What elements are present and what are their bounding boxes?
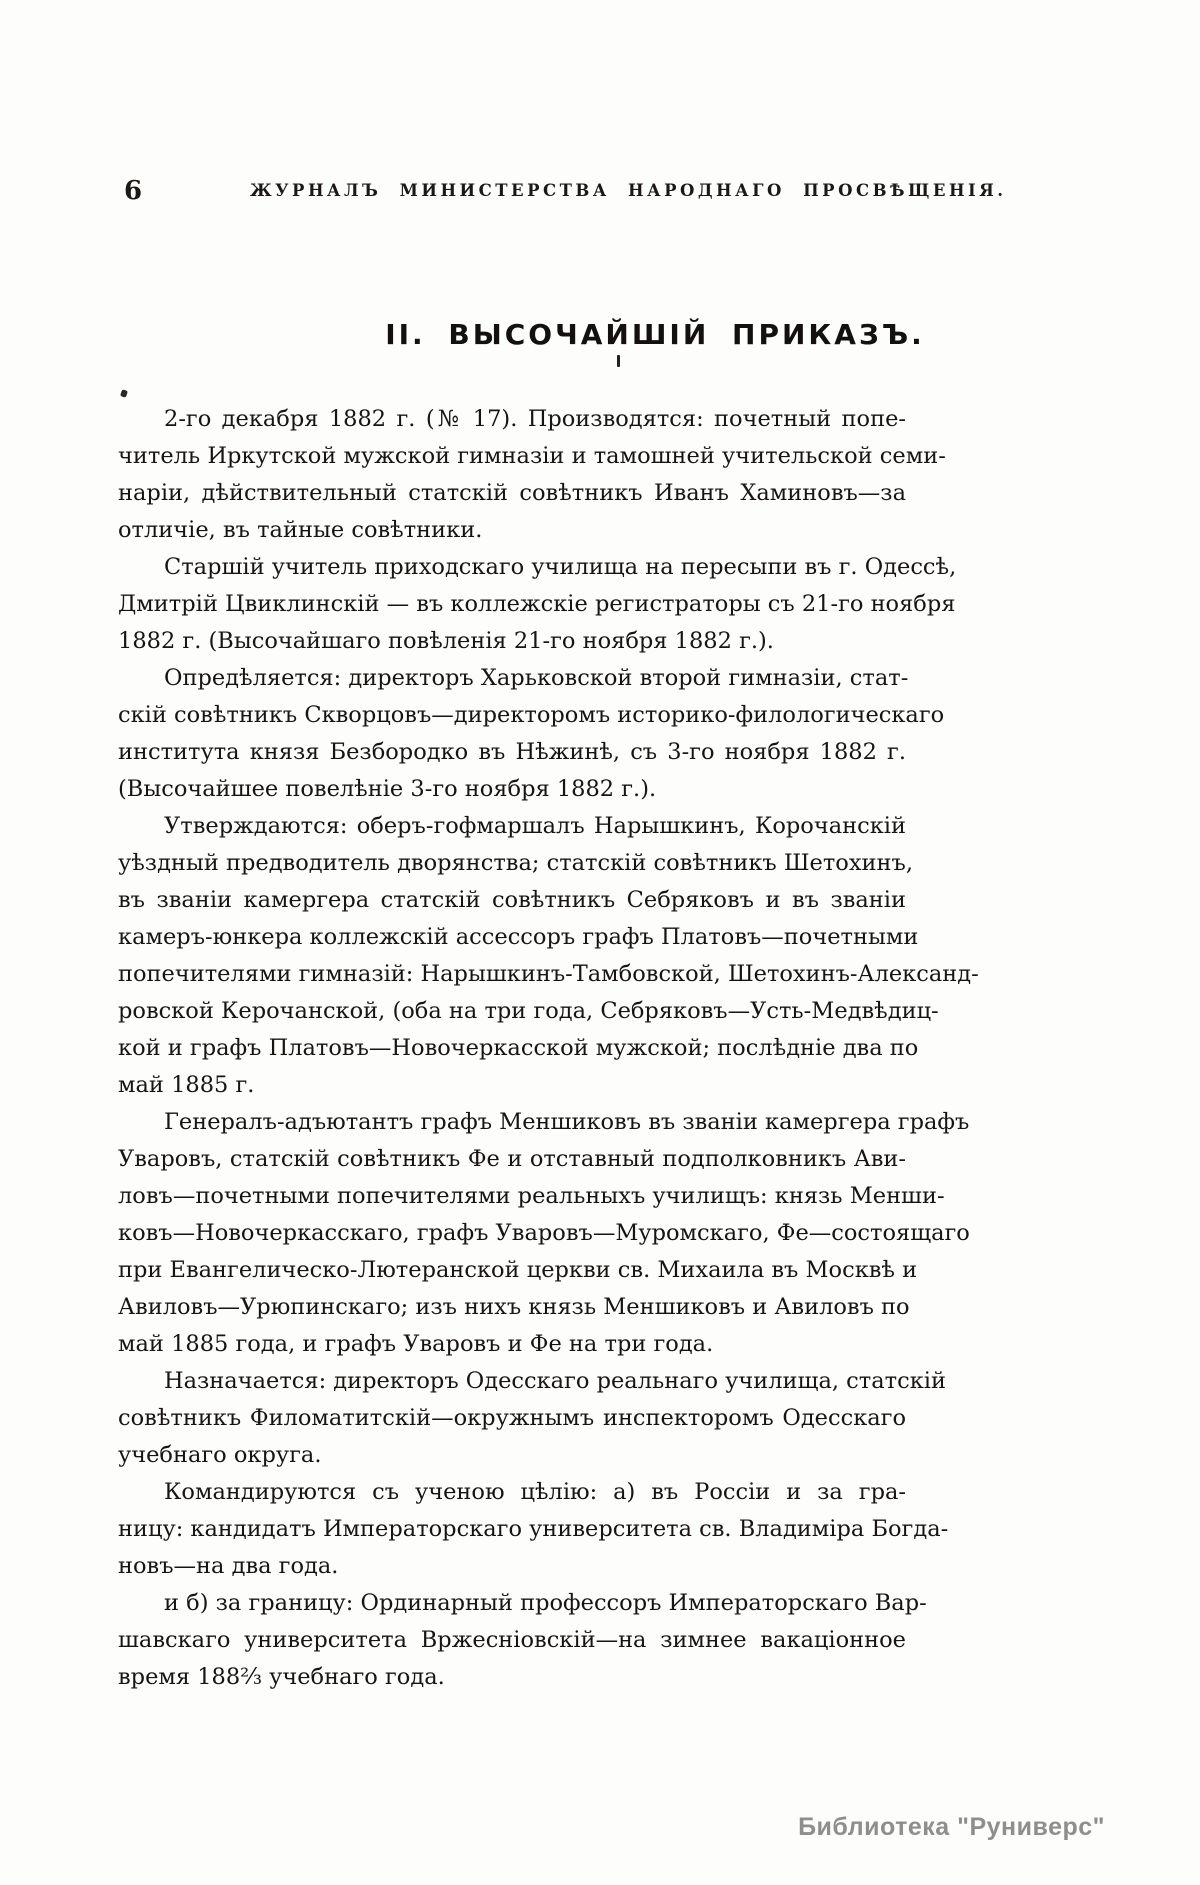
text-line: новъ—на два года. — [118, 1553, 339, 1579]
text-line: отличіе, въ тайные совѣтники. — [118, 517, 483, 543]
paragraph — [118, 1104, 970, 1363]
text-line: Дмитрій Цвиклинскій — въ коллежскіе регистраторы съ 21-го ноября — [118, 591, 956, 617]
text-line: въ званіи камергера статскій совѣтникъ Себряковъ и въ званіи — [118, 887, 906, 913]
text-line: Командируются съ ученою цѣлію: а) въ Россіи и за гра- — [164, 1479, 906, 1505]
text-line: ковъ—Новочеркасскаго, графъ Уваровъ—Муромскаго, Фе—состоящаго — [118, 1220, 970, 1246]
paragraph — [118, 549, 957, 660]
text-line: 1882 г. (Высочайшаго повѣленія 21-го ноября 1882 г.). — [118, 628, 774, 654]
paragraph — [118, 401, 946, 549]
text-line: попечителями гимназій: Нарышкинъ-Тамбовской, Шетохинъ-Александ- — [118, 961, 979, 987]
text-line: уѣздный предводитель дворянства; статскій совѣтникъ Шетохинъ, — [118, 850, 914, 876]
journal-running-title: ЖУРНАЛЪ МИНИСТЕРСТВА НАРОДНАГО ПРОСВѢЩЕНІЯ. — [250, 181, 1007, 200]
text-line: ровской Керочанской, (оба на три года, Себряковъ—Усть-Медвѣдиц- — [118, 998, 939, 1024]
text-line: Уваровъ, статскій совѣтникъ Фе и отставный подполковникъ Ави- — [118, 1146, 906, 1172]
text-line: Утверждаются: оберъ-гофмаршалъ Нарышкинъ, Корочанскій — [164, 813, 906, 839]
text-line: кой и графъ Платовъ—Новочеркасской мужской; послѣдніе два по — [118, 1035, 919, 1061]
body-text — [118, 401, 979, 1696]
text-line: время 188²⁄₃ учебнаго года. — [118, 1664, 445, 1690]
text-line: (Высочайшее повелѣніе 3-го ноября 1882 г.). — [118, 776, 657, 802]
section-title: II. ВЫСОЧАЙШІЙ ПРИКАЗЪ. — [385, 318, 925, 351]
page-number: 6 — [124, 176, 143, 206]
text-line: института князя Безбородко въ Нѣжинѣ, съ 3-го ноября 1882 г. — [118, 739, 906, 765]
text-line: 2-го декабря 1882 г. (№ 17). Производятся: почетный попе- — [164, 406, 906, 432]
text-line: скій совѣтникъ Скворцовъ—директоромъ историко-филологическаго — [118, 702, 945, 728]
text-line: шавскаго университета Вржесніовскій—на зимнее вакаціонное — [118, 1627, 906, 1653]
scan-artifact-tick — [617, 355, 620, 367]
text-line: и б) за границу: Ординарный профессоръ Императорскаго Вар- — [164, 1590, 927, 1616]
library-watermark: Библиотека "Руниверс" — [798, 1813, 1105, 1841]
paragraph — [118, 1474, 949, 1585]
text-line: камеръ-юнкера коллежскій ассессоръ графъ Платовъ—почетными — [118, 924, 919, 950]
text-line: ницу: кандидатъ Императорскаго университета св. Владиміра Богда- — [118, 1516, 949, 1542]
text-line: ловъ—почетными попечителями реальныхъ училищъ: князь Менши- — [118, 1183, 945, 1209]
text-line: учебнаго округа. — [118, 1442, 322, 1468]
text-line: май 1885 года, и графъ Уваровъ и Фе на три года. — [118, 1331, 714, 1357]
text-line: читель Иркутской мужской гимназіи и тамошней учительской семи- — [118, 443, 946, 469]
paragraph — [118, 660, 945, 808]
text-line: наріи, дѣйствительный статскій совѣтникъ Иванъ Хаминовъ—за — [118, 480, 906, 506]
scan-artifact-dot — [120, 389, 128, 398]
text-line: Назначается: директоръ Одесскаго реальнаго училища, статскій — [164, 1368, 946, 1394]
text-line: совѣтникъ Филоматитскій—окружнымъ инспекторомъ Одесскаго — [118, 1405, 906, 1431]
paragraph — [118, 808, 979, 1104]
running-head — [0, 176, 1200, 206]
text-line: Авиловъ—Урюпинскаго; изъ нихъ князь Меншиковъ и Авиловъ по — [118, 1294, 910, 1320]
text-line: Генералъ-адъютантъ графъ Меншиковъ въ званіи камергера графъ — [164, 1109, 970, 1135]
text-line: Старшій учитель приходскаго училища на пересыпи въ г. Одессѣ, — [164, 554, 957, 580]
paragraph — [118, 1585, 927, 1696]
text-line: Опредѣляется: директоръ Харьковской второй гимназіи, стат- — [164, 665, 909, 691]
paragraph — [118, 1363, 946, 1474]
text-line: май 1885 г. — [118, 1072, 255, 1098]
text-line: при Евангелическо-Лютеранской церкви св. Михаила въ Москвѣ и — [118, 1257, 918, 1283]
